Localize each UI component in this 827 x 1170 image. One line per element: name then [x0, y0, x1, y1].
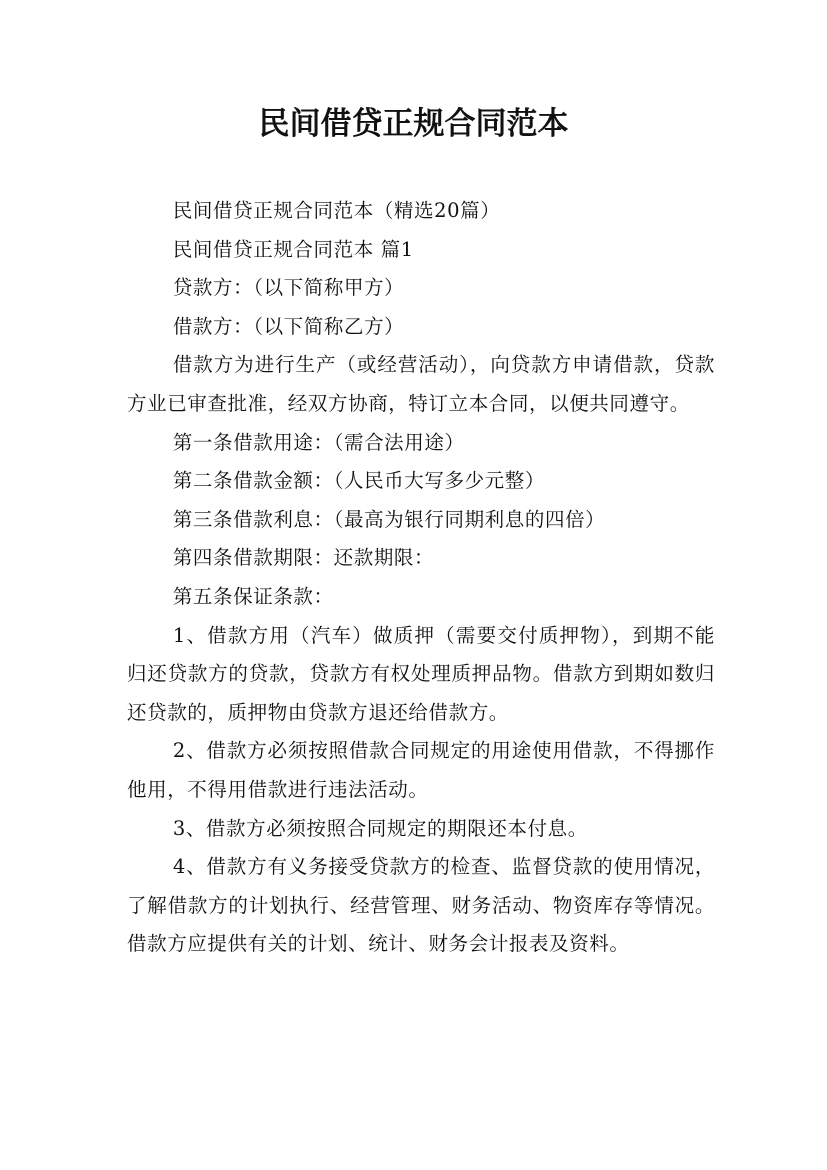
document-title: 民间借贷正规合同范本: [258, 106, 569, 142]
paragraph-lender: 贷款方：（以下简称甲方）: [172, 276, 405, 300]
document-body: [127, 192, 715, 964]
paragraph-borrower: 借款方：（以下简称乙方）: [172, 314, 405, 338]
paragraph-clause-2: 2、借款方必须按照借款合同规定的用途使用借款，不得挪作他用，不得用借款进行违法活动。: [127, 739, 715, 801]
paragraph-clause-4: 4、借款方有义务接受贷款方的检查、监督贷款的使用情况，了解借款方的计划执行、经营管理、财务活动、物资库存等情况。借款方应提供有关的计划、统计、财务会计报表及资料。: [127, 855, 715, 956]
paragraph-article-3: 第三条借款利息：（最高为银行同期利息的四倍）: [172, 507, 606, 531]
paragraph-section-heading: 民间借贷正规合同范本 篇1: [172, 237, 414, 261]
paragraph-article-4: 第四条借款期限：还款期限：: [172, 546, 435, 570]
paragraph-article-1: 第一条借款用途：（需合法用途）: [172, 430, 465, 454]
paragraph-clause-1: 1、借款方用（汽车）做质押（需要交付质押物），到期不能归还贷款方的贷款，贷款方有权处理质押品物。借款方到期如数归还贷款的，质押物由贷款方退还给借款方。: [127, 623, 715, 724]
paragraph-article-2: 第二条借款金额：（人民币大写多少元整）: [172, 469, 545, 493]
paragraph-preamble: 借款方为进行生产（或经营活动），向贷款方申请借款，贷款方业已审查批准，经双方协商，特订立本合同，以便共同遵守。: [127, 353, 715, 415]
paragraph-subtitle: 民间借贷正规合同范本（精选20篇）: [172, 199, 501, 222]
paragraph-clause-3: 3、借款方必须按照合同规定的期限还本付息。: [172, 816, 588, 840]
paragraph-article-5: 第五条保证条款：: [172, 584, 334, 608]
